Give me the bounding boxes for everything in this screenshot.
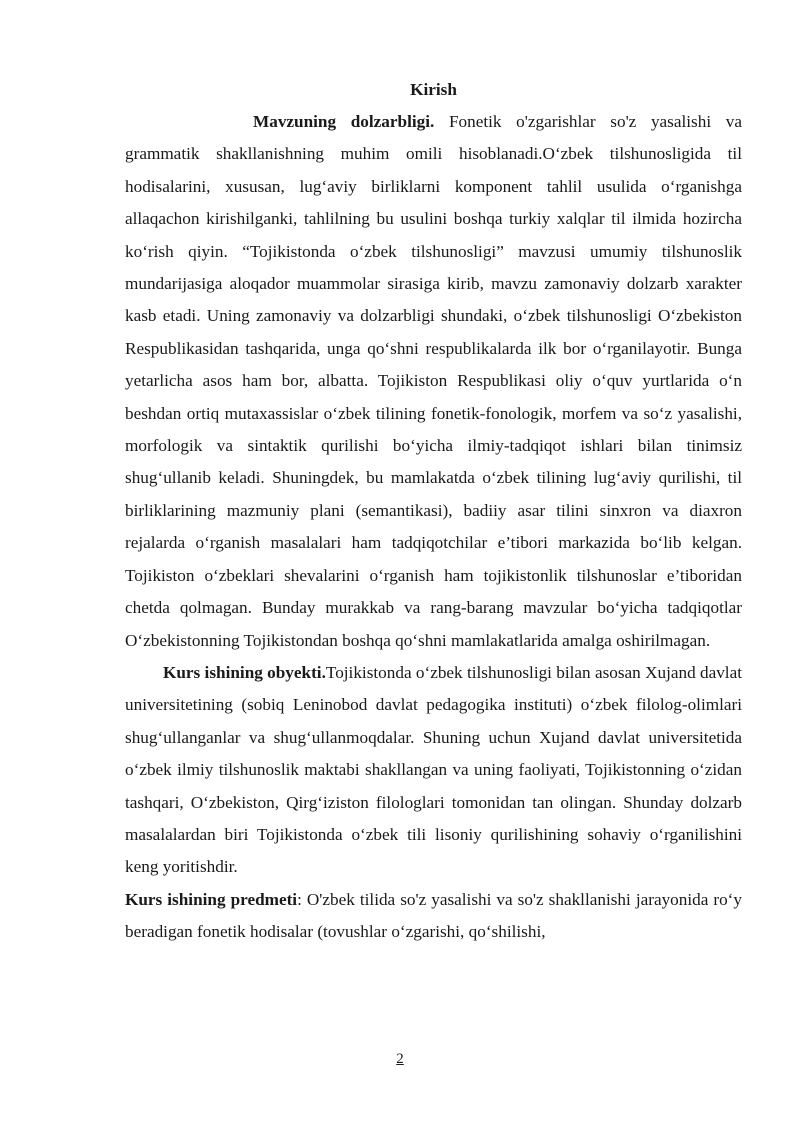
paragraph-body-object: Tojikistonda o‘zbek tilshunosligi bilan asosan Xujand davlat universitetining (sobiq Leninobod davlat pedagogika instituti) o‘zbek filolog-olimlari shug‘ullanganlar va shug‘ullanmoqdalar. Shuning uchun Xujand davlat universitetida o‘zbek ilmiy tilshunoslik maktabi shakllangan va uning faoliyati, Tojikistonning o‘zidan tashqari, O‘zbekiston, Qirg‘iziston filologlari tomonidan tan olingan. Shunday dolzarb masalalardan biri Tojikistonda o‘zbek tili lisoniy qurilishining sohaviy o‘rganilishini keng yoritishdir.	[125, 662, 742, 877]
paragraph-body-subject: : O'zbek tilida so'z yasalishi va so'z shakllanishi jarayonida ro‘y beradigan fonetik hodisalar (tovushlar o‘zgarishi, qo‘shilishi,	[125, 889, 743, 942]
paragraph-relevance	[125, 106, 742, 657]
paragraph-lead-relevance: Mavzuning dolzarbligi.	[253, 112, 435, 131]
section-title: Kirish	[410, 80, 457, 99]
page-number: 2	[396, 1051, 404, 1067]
paragraph-lead-object: Kurs ishining obyekti.	[163, 662, 326, 682]
paragraph-object	[125, 657, 742, 884]
paragraph-body-relevance: Fonetik o'zgarishlar so'z yasalishi va grammatik shakllanishning muhim omili hisoblanadi.O‘zbek tilshunosligida til hodisalarini, xususan, lug‘aviy birliklarni komponent tahlil usulida o‘rganishga allaqachon kirishilganki, tahlilning bu usulini boshqa turkiy xalqlar til ilmida hozircha ko‘rish qiyin. “Tojikistonda o‘zbek tilshunosligi” mavzusi umumiy tilshunoslik mundarijasiga aloqador muammolar sirasiga kirib, mavzu zamonaviy dolzarb xarakter kasb etadi. Uning zamonaviy va dolzarbligi shundaki, o‘zbek tilshunosligi O‘zbekiston Respublikasidan tashqarida, unga qo‘shni respublikalarda ilk bor o‘rganilayotir. Bunga yetarlicha asos ham bor, albatta. Tojikiston Respublikasi oliy o‘quv yurtlarida o‘n beshdan ortiq mutaxassislar o‘zbek tilining fonetik-fonologik, morfem va so‘z yasalishi, morfologik va sintaktik qurilishi bo‘yicha ilmiy-tadqiqot ishlari bilan tinimsiz shug‘ullanib keladi. Shuningdek, bu mamlakatda o‘zbek tilining lug‘aviy qurilishi, til birliklarining mazmuniy plani (semantikasi), badiiy asar tilini sinxron va diaxron rejalarda o‘rganish masalalari ham tadqiqotchilar e’tibori markazida bo‘lib kelgan. Tojikiston o‘zbeklari shevalarini o‘rganish ham tojikistonlik tilshunoslar e’tiboridan chetda qolmagan. Bunday murakkab va rang-barang mavzular bo‘yicha tadqiqotlar O‘zbekistonning Tojikistondan boshqa qo‘shni mamlakatlarida amalga oshirilmagan.	[125, 112, 742, 650]
document-page	[125, 74, 742, 949]
paragraph-subject	[125, 884, 742, 949]
paragraph-lead-subject: Kurs ishining predmeti	[125, 889, 298, 909]
